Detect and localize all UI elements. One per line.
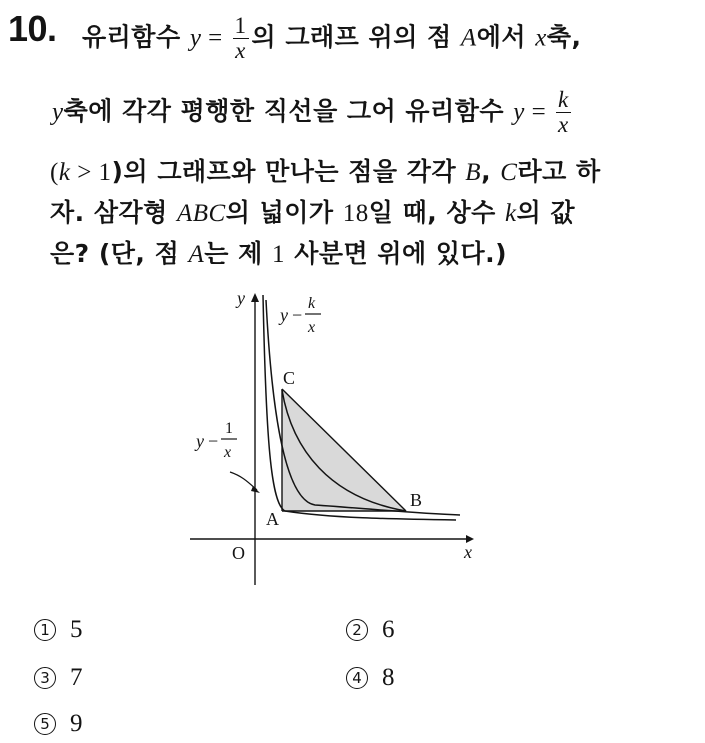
choice-marker: 5 <box>34 713 56 735</box>
question-line-4: 자. 삼각형 ABC의 넓이가 18일 때, 상수 k의 값 <box>50 198 576 227</box>
choice-5[interactable] <box>34 710 83 738</box>
choice-1[interactable] <box>34 616 83 644</box>
label-1-eq: − <box>208 431 219 451</box>
point-b-label: B <box>410 490 423 510</box>
question-number: 10. <box>8 8 57 49</box>
point-a-label: A <box>266 509 279 529</box>
label-k-eq: − <box>292 305 303 325</box>
label-k-num: k <box>308 295 316 312</box>
label-1-num: 1 <box>225 420 233 437</box>
question-line-2: y축에 각각 평행한 직선을 그어 유리함수 y = $\frac{k}{x}$ <box>52 87 569 138</box>
function-graph <box>170 280 490 585</box>
choice-value: 8 <box>382 664 395 691</box>
fraction-1-over-x: $\frac{1}{x}$ <box>234 13 247 64</box>
choice-marker: 1 <box>34 619 56 641</box>
choice-value: 9 <box>70 710 83 737</box>
choice-value: 5 <box>70 616 83 643</box>
choice-value: 7 <box>70 664 83 691</box>
label-k-den: x <box>308 319 316 336</box>
question-line-3: (k > 1)의 그래프와 만나는 점을 각각 B, C라고 하 <box>50 157 601 186</box>
label-1-y: y <box>196 431 204 451</box>
choice-3[interactable] <box>34 664 83 692</box>
choice-2[interactable] <box>346 616 395 644</box>
axis-y-label: y <box>237 288 245 308</box>
axis-x-label: x <box>464 542 472 562</box>
point-c-label: C <box>283 368 296 388</box>
choice-marker: 2 <box>346 619 368 641</box>
question-line-1: 유리함수 y = $\frac{1}{x}$ 의 그래프 위의 점 A에서 x축, <box>82 13 582 64</box>
choice-4[interactable] <box>346 664 395 692</box>
origin-label: O <box>232 543 245 563</box>
label-1-den: x <box>224 444 232 461</box>
label-k-y: y <box>280 305 288 325</box>
question-line-5: 은? (단, 점 A는 제 1 사분면 위에 있다.) <box>50 239 508 268</box>
choice-value: 6 <box>382 616 395 643</box>
fraction-k-over-x: $\frac{k}{x}$ <box>557 87 569 138</box>
choice-marker: 3 <box>34 667 56 689</box>
choice-marker: 4 <box>346 667 368 689</box>
